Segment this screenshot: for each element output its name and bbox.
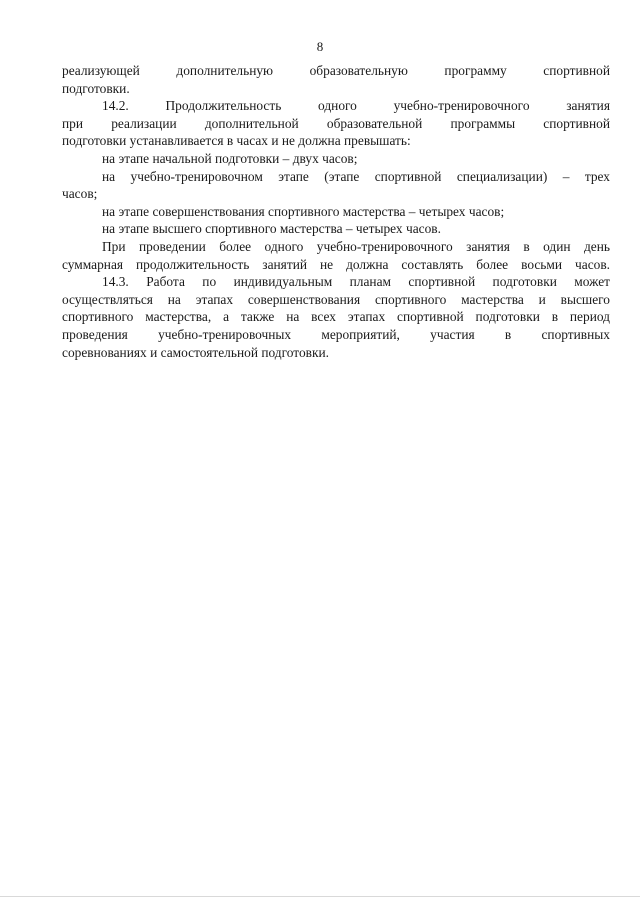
text-line: подготовки устанавливается в часах и не должна превышать: xyxy=(62,133,411,149)
page-number: 8 xyxy=(316,39,324,54)
text-line: на этапе высшего спортивного мастерства – четырех часов. xyxy=(102,221,441,237)
text-line: суммарная продолжительность занятий не должна составлять более восьми часов. xyxy=(62,256,610,272)
text-line: проведения учебно-тренировочных мероприятий, участия в спортивных xyxy=(62,326,610,342)
text-line: При проведении более одного учебно-тренировочного занятия в один день xyxy=(102,238,610,254)
text-line: на этапе совершенствования спортивного мастерства – четырех часов; xyxy=(102,203,505,219)
text-line: реализующей дополнительную образовательную программу спортивной xyxy=(62,63,610,78)
text-line: часов; xyxy=(62,186,98,202)
document-body xyxy=(62,62,610,361)
text-line: при реализации дополнительной образовательной программы спортивной xyxy=(62,115,610,131)
text-line: 14.3. Работа по индивидуальным планам спортивной подготовки может xyxy=(102,274,610,290)
text-line: 14.2. Продолжительность одного учебно-тренировочного занятия xyxy=(102,98,610,114)
text-line: подготовки. xyxy=(62,80,130,96)
text-line: на учебно-тренировочном этапе (этапе спортивной специализации) – трех xyxy=(102,168,610,184)
text-line: спортивного мастерства, а также на всех этапах спортивной подготовки в период xyxy=(62,309,610,325)
page-edge-divider xyxy=(0,896,640,897)
text-line: на этапе начальной подготовки – двух часов; xyxy=(102,150,358,166)
text-line: осуществляться на этапах совершенствования спортивного мастерства и высшего xyxy=(62,291,610,307)
text-line: соревнованиях и самостоятельной подготовки. xyxy=(62,344,330,360)
